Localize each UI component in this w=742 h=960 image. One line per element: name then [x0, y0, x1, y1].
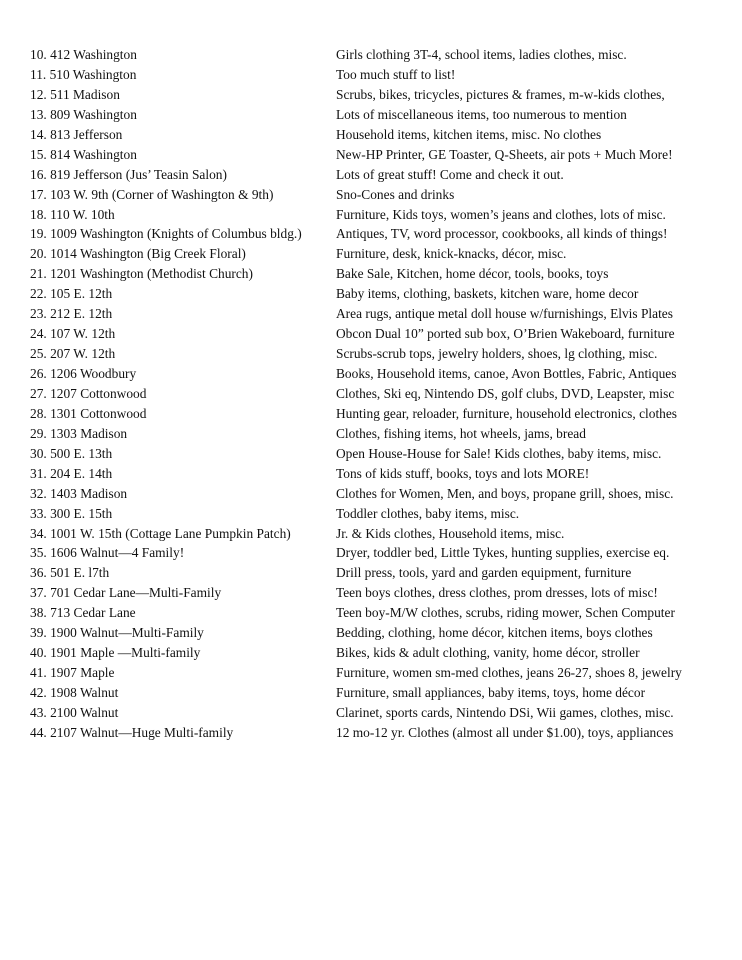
listing-items: Toddler clothes, baby items, misc.	[336, 505, 520, 521]
listing-row	[30, 125, 730, 145]
listing-row	[30, 145, 730, 165]
listing-row	[30, 344, 730, 364]
listing-items: Girls clothing 3T-4, school items, ladies clothes, misc.	[336, 47, 627, 62]
listing-address: 27. 1207 Cottonwood	[30, 385, 147, 401]
listing-row	[30, 404, 730, 424]
listing-items: Books, Household items, canoe, Avon Bottles, Fabric, Antiques	[336, 366, 677, 381]
listing-row	[30, 224, 730, 244]
listing-row	[30, 464, 730, 484]
listing-row	[30, 603, 730, 623]
listing-address: 40. 1901 Maple —Multi-family	[30, 645, 201, 661]
listing-items: Clothes, fishing items, hot wheels, jams, bread	[336, 425, 586, 441]
listing-row	[30, 45, 730, 65]
listing-items: Too much stuff to list!	[336, 66, 456, 82]
listing-row	[30, 444, 730, 464]
listing-address: 30. 500 E. 13th	[30, 445, 113, 461]
listing-address: 39. 1900 Walnut—Multi-Family	[30, 625, 204, 641]
listing-row	[30, 504, 730, 524]
listing-items: Jr. & Kids clothes, Household items, misc.	[336, 525, 565, 541]
listing-row	[30, 85, 730, 105]
listing-address: 22. 105 E. 12th	[30, 286, 113, 302]
listing-address: 38. 713 Cedar Lane	[30, 605, 136, 621]
listing-address: 17. 103 W. 9th (Corner of Washington & 9th)	[30, 186, 274, 202]
listing-address: 12. 511 Madison	[30, 86, 120, 102]
listing-items: Household items, kitchen items, misc. No clothes	[336, 126, 602, 142]
listing-row	[30, 663, 730, 683]
listing-row	[30, 623, 730, 643]
listing-row	[30, 424, 730, 444]
listing-address: 29. 1303 Madison	[30, 425, 128, 441]
listing-row	[30, 284, 730, 304]
listing-items: Dryer, toddler bed, Little Tykes, hunting supplies, exercise eq.	[336, 545, 670, 561]
listing-address: 11. 510 Washington	[30, 66, 137, 82]
listing-address: 10. 412 Washington	[30, 47, 137, 62]
listing-row	[30, 583, 730, 603]
listing-row	[30, 185, 730, 205]
listing-items: Hunting gear, reloader, furniture, household electronics, clothes	[336, 405, 678, 421]
listing-row	[30, 484, 730, 504]
listing-items: Baby items, clothing, baskets, kitchen ware, home decor	[336, 286, 639, 302]
listing-items: Bikes, kids & adult clothing, vanity, home décor, stroller	[336, 645, 640, 661]
listing-row	[30, 205, 730, 225]
listing-row	[30, 563, 730, 583]
listing-address: 37. 701 Cedar Lane—Multi-Family	[30, 585, 222, 601]
listing-address: 36. 501 E. l7th	[30, 565, 110, 581]
listing-row	[30, 384, 730, 404]
listing-row	[30, 364, 730, 384]
listing-address: 34. 1001 W. 15th (Cottage Lane Pumpkin Patch)	[30, 525, 291, 541]
listing-row	[30, 264, 730, 284]
listing-items: Bake Sale, Kitchen, home décor, tools, books, toys	[336, 266, 609, 282]
listing-items: Scrubs-scrub tops, jewelry holders, shoes, lg clothing, misc.	[336, 346, 658, 362]
listing-items: Teen boy-M/W clothes, scrubs, riding mower, Schen Computer	[336, 605, 675, 621]
listing-address: 16. 819 Jefferson (Jus’ Teasin Salon)	[30, 166, 227, 182]
listing-items: Furniture, Kids toys, women’s jeans and clothes, lots of misc.	[336, 206, 666, 222]
listing-row	[30, 643, 730, 663]
listing-row	[30, 165, 730, 185]
listing-address: 13. 809 Washington	[30, 106, 137, 122]
listing-row	[30, 244, 730, 264]
listing-row	[30, 324, 730, 344]
listing-address: 44. 2107 Walnut—Huge Multi-family	[30, 724, 234, 740]
listing-address: 26. 1206 Woodbury	[30, 366, 137, 381]
listing-row	[30, 543, 730, 563]
listing-address: 23. 212 E. 12th	[30, 306, 113, 322]
listing-address: 41. 1907 Maple	[30, 665, 115, 681]
listing-items: Clarinet, sports cards, Nintendo DSi, Wii games, clothes, misc.	[336, 704, 674, 720]
garage-sale-listing	[30, 45, 730, 743]
listing-row	[30, 703, 730, 723]
listing-address: 42. 1908 Walnut	[30, 685, 119, 700]
listing-items: Antiques, TV, word processor, cookbooks, all kinds of things!	[336, 226, 668, 242]
listing-row	[30, 105, 730, 125]
listing-address: 43. 2100 Walnut	[30, 704, 119, 720]
listing-items: Open House-House for Sale! Kids clothes, baby items, misc.	[336, 445, 662, 461]
listing-items: Furniture, desk, knick-knacks, décor, misc.	[336, 246, 567, 262]
listing-items: Drill press, tools, yard and garden equipment, furniture	[336, 565, 632, 581]
listing-row	[30, 65, 730, 85]
listing-items: New-HP Printer, GE Toaster, Q-Sheets, air pots + Much More!	[336, 146, 673, 162]
listing-address: 20. 1014 Washington (Big Creek Floral)	[30, 246, 246, 262]
listing-address: 32. 1403 Madison	[30, 485, 128, 501]
listing-items: Clothes for Women, Men, and boys, propane grill, shoes, misc.	[336, 485, 674, 501]
listing-row	[30, 524, 730, 544]
listing-items: Lots of miscellaneous items, too numerous to mention	[336, 106, 627, 122]
listing-items: Obcon Dual 10” ported sub box, O’Brien Wakeboard, furniture	[336, 326, 675, 342]
listing-address: 33. 300 E. 15th	[30, 505, 113, 521]
listing-address: 35. 1606 Walnut—4 Family!	[30, 545, 185, 561]
listing-address: 25. 207 W. 12th	[30, 346, 116, 362]
listing-address: 24. 107 W. 12th	[30, 326, 116, 342]
listing-row	[30, 723, 730, 743]
listing-address: 21. 1201 Washington (Methodist Church)	[30, 266, 253, 282]
listing-address: 28. 1301 Cottonwood	[30, 405, 147, 421]
listing-address: 18. 110 W. 10th	[30, 206, 115, 222]
listing-items: Tons of kids stuff, books, toys and lots MORE!	[336, 465, 590, 481]
listing-items: Furniture, small appliances, baby items, toys, home décor	[336, 685, 646, 700]
listing-address: 14. 813 Jefferson	[30, 126, 123, 142]
listing-items: Sno-Cones and drinks	[336, 186, 455, 202]
listing-items: Furniture, women sm-med clothes, jeans 26-27, shoes 8, jewelry	[336, 665, 682, 681]
listing-items: Teen boys clothes, dress clothes, prom dresses, lots of misc!	[336, 585, 658, 601]
listing-row	[30, 304, 730, 324]
listing-items: 12 mo-12 yr. Clothes (almost all under $1.00), toys, appliances	[336, 724, 674, 740]
listing-items: Area rugs, antique metal doll house w/furnishings, Elvis Plates	[336, 306, 673, 322]
listing-items: Scrubs, bikes, tricycles, pictures & frames, m-w-kids clothes,	[336, 86, 665, 102]
listing-items: Bedding, clothing, home décor, kitchen items, boys clothes	[336, 625, 653, 641]
listing-address: 19. 1009 Washington (Knights of Columbus bldg.)	[30, 226, 302, 242]
listing-items: Clothes, Ski eq, Nintendo DS, golf clubs, DVD, Leapster, misc	[336, 385, 675, 401]
listing-address: 15. 814 Washington	[30, 146, 137, 162]
listing-address: 31. 204 E. 14th	[30, 465, 113, 481]
listing-row	[30, 683, 730, 703]
listing-items: Lots of great stuff! Come and check it out.	[336, 166, 564, 182]
